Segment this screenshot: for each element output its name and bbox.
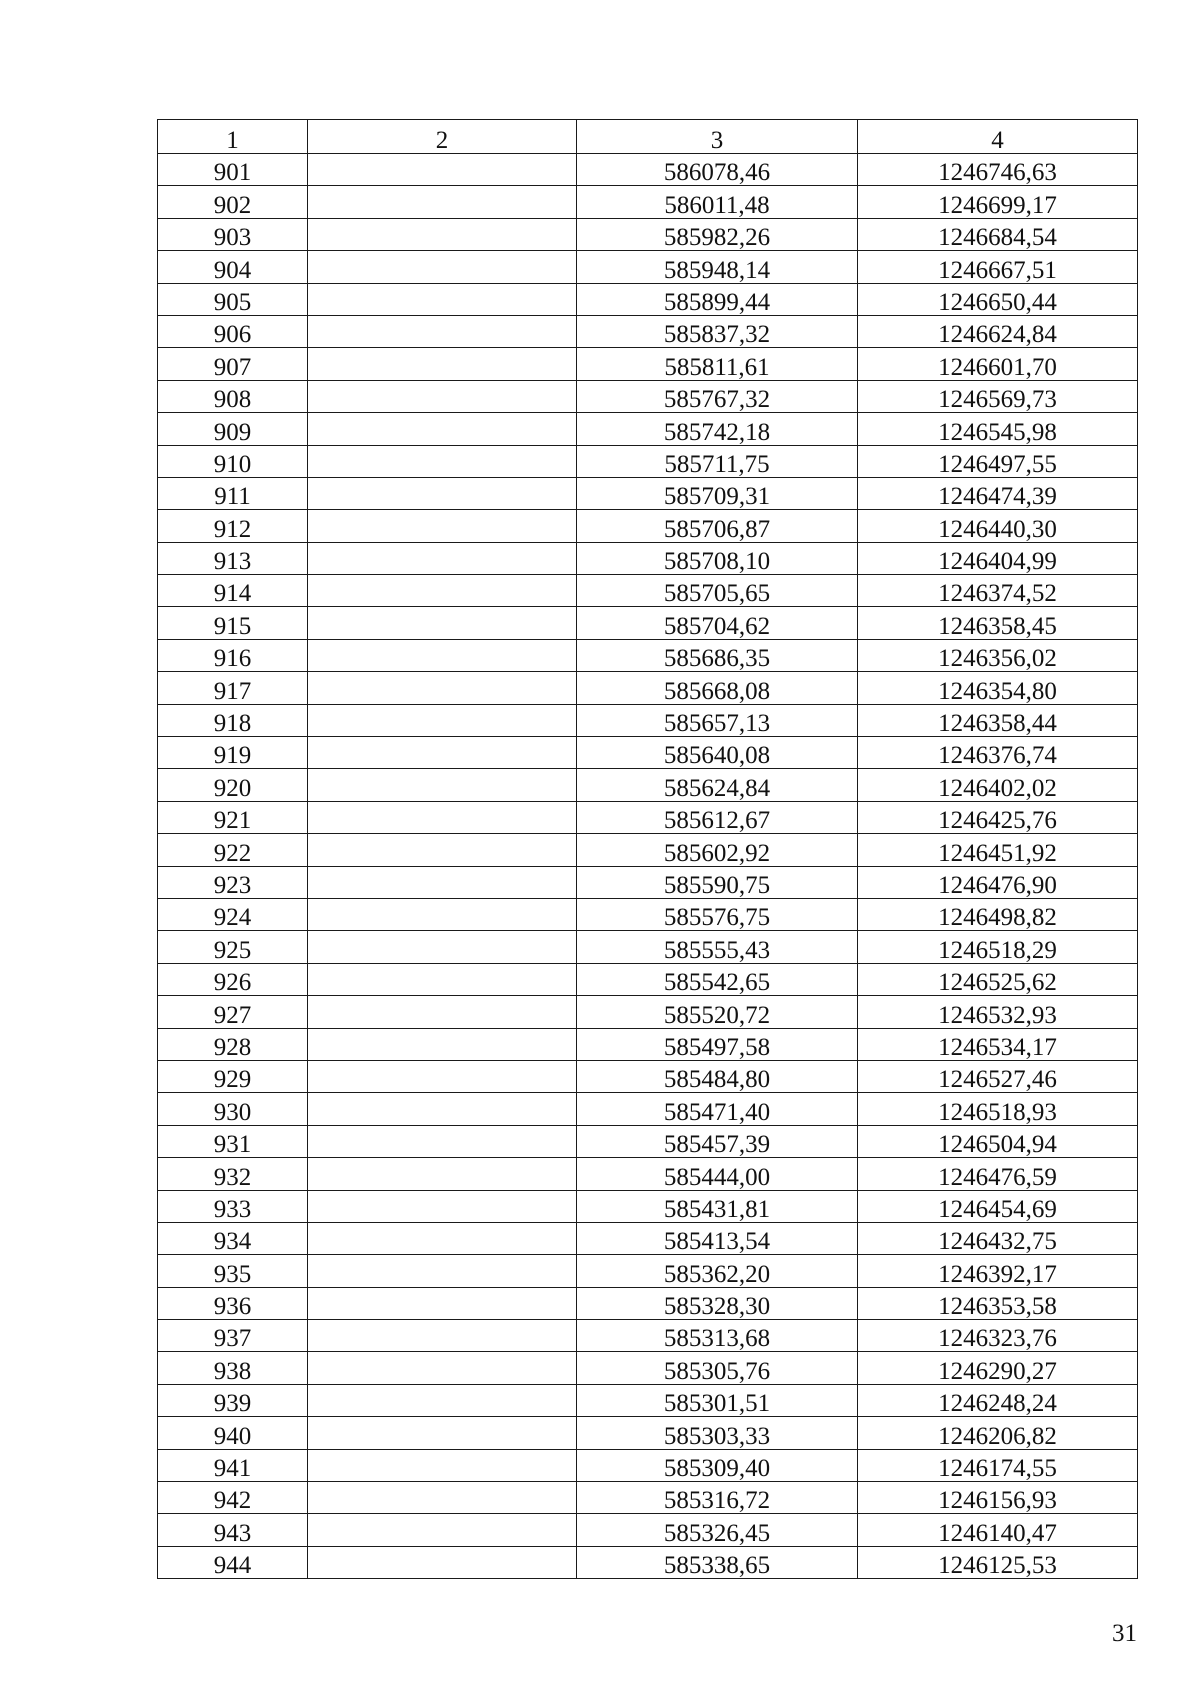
blank-cell	[308, 1514, 577, 1546]
y-coordinate-cell: 1246746,63	[858, 154, 1138, 186]
y-coordinate-cell: 1246476,90	[858, 866, 1138, 898]
blank-cell	[308, 251, 577, 283]
y-coordinate-cell: 1246650,44	[858, 283, 1138, 315]
table-row	[158, 1352, 1138, 1384]
point-number-cell: 909	[158, 413, 308, 445]
x-coordinate-cell: 585612,67	[577, 801, 858, 833]
table-row	[158, 996, 1138, 1028]
y-coordinate-cell: 1246699,17	[858, 186, 1138, 218]
blank-cell	[308, 704, 577, 736]
blank-cell	[308, 1287, 577, 1319]
point-number-cell: 920	[158, 769, 308, 801]
x-coordinate-cell: 586011,48	[577, 186, 858, 218]
y-coordinate-cell: 1246402,02	[858, 769, 1138, 801]
table-row	[158, 639, 1138, 671]
x-coordinate-cell: 585326,45	[577, 1514, 858, 1546]
point-number-cell: 940	[158, 1417, 308, 1449]
y-coordinate-cell: 1246667,51	[858, 251, 1138, 283]
point-number-cell: 903	[158, 218, 308, 250]
x-coordinate-cell: 585590,75	[577, 866, 858, 898]
y-coordinate-cell: 1246534,17	[858, 1028, 1138, 1060]
blank-cell	[308, 218, 577, 250]
header-col-3: 3	[577, 120, 858, 154]
table-row	[158, 931, 1138, 963]
table-row	[158, 1255, 1138, 1287]
y-coordinate-cell: 1246358,44	[858, 704, 1138, 736]
table-row	[158, 1417, 1138, 1449]
y-coordinate-cell: 1246684,54	[858, 218, 1138, 250]
header-col-2: 2	[308, 120, 577, 154]
point-number-cell: 912	[158, 510, 308, 542]
table-row	[158, 704, 1138, 736]
table-row	[158, 607, 1138, 639]
table-row	[158, 1384, 1138, 1416]
y-coordinate-cell: 1246432,75	[858, 1222, 1138, 1254]
blank-cell	[308, 1060, 577, 1092]
x-coordinate-cell: 585982,26	[577, 218, 858, 250]
table-row	[158, 898, 1138, 930]
point-number-cell: 921	[158, 801, 308, 833]
blank-cell	[308, 769, 577, 801]
y-coordinate-cell: 1246290,27	[858, 1352, 1138, 1384]
table-row	[158, 542, 1138, 574]
table-row	[158, 769, 1138, 801]
x-coordinate-cell: 585305,76	[577, 1352, 858, 1384]
y-coordinate-cell: 1246440,30	[858, 510, 1138, 542]
blank-cell	[308, 477, 577, 509]
point-number-cell: 930	[158, 1093, 308, 1125]
y-coordinate-cell: 1246174,55	[858, 1449, 1138, 1481]
y-coordinate-cell: 1246156,93	[858, 1482, 1138, 1514]
x-coordinate-cell: 585767,32	[577, 380, 858, 412]
y-coordinate-cell: 1246504,94	[858, 1125, 1138, 1157]
blank-cell	[308, 866, 577, 898]
table-row	[158, 1222, 1138, 1254]
point-number-cell: 904	[158, 251, 308, 283]
blank-cell	[308, 1158, 577, 1190]
blank-cell	[308, 737, 577, 769]
point-number-cell: 925	[158, 931, 308, 963]
blank-cell	[308, 639, 577, 671]
blank-cell	[308, 315, 577, 347]
y-coordinate-cell: 1246518,29	[858, 931, 1138, 963]
y-coordinate-cell: 1246425,76	[858, 801, 1138, 833]
table-row	[158, 1158, 1138, 1190]
table-row	[158, 1546, 1138, 1578]
x-coordinate-cell: 585413,54	[577, 1222, 858, 1254]
y-coordinate-cell: 1246323,76	[858, 1320, 1138, 1352]
table-row	[158, 283, 1138, 315]
point-number-cell: 924	[158, 898, 308, 930]
blank-cell	[308, 1028, 577, 1060]
table-row	[158, 1060, 1138, 1092]
x-coordinate-cell: 585837,32	[577, 315, 858, 347]
table-row	[158, 801, 1138, 833]
table-row	[158, 477, 1138, 509]
point-number-cell: 915	[158, 607, 308, 639]
x-coordinate-cell: 585576,75	[577, 898, 858, 930]
point-number-cell: 929	[158, 1060, 308, 1092]
x-coordinate-cell: 585316,72	[577, 1482, 858, 1514]
point-number-cell: 917	[158, 672, 308, 704]
table-row	[158, 1320, 1138, 1352]
point-number-cell: 910	[158, 445, 308, 477]
y-coordinate-cell: 1246206,82	[858, 1417, 1138, 1449]
point-number-cell: 938	[158, 1352, 308, 1384]
x-coordinate-cell: 585444,00	[577, 1158, 858, 1190]
y-coordinate-cell: 1246545,98	[858, 413, 1138, 445]
point-number-cell: 941	[158, 1449, 308, 1481]
blank-cell	[308, 445, 577, 477]
blank-cell	[308, 834, 577, 866]
x-coordinate-cell: 585471,40	[577, 1093, 858, 1125]
point-number-cell: 918	[158, 704, 308, 736]
x-coordinate-cell: 585948,14	[577, 251, 858, 283]
blank-cell	[308, 1417, 577, 1449]
y-coordinate-cell: 1246451,92	[858, 834, 1138, 866]
y-coordinate-cell: 1246353,58	[858, 1287, 1138, 1319]
blank-cell	[308, 1546, 577, 1578]
blank-cell	[308, 1190, 577, 1222]
blank-cell	[308, 607, 577, 639]
y-coordinate-cell: 1246356,02	[858, 639, 1138, 671]
x-coordinate-cell: 585457,39	[577, 1125, 858, 1157]
point-number-cell: 933	[158, 1190, 308, 1222]
blank-cell	[308, 898, 577, 930]
table-row	[158, 154, 1138, 186]
blank-cell	[308, 283, 577, 315]
blank-cell	[308, 801, 577, 833]
y-coordinate-cell: 1246518,93	[858, 1093, 1138, 1125]
blank-cell	[308, 996, 577, 1028]
point-number-cell: 906	[158, 315, 308, 347]
blank-cell	[308, 1222, 577, 1254]
x-coordinate-cell: 585624,84	[577, 769, 858, 801]
y-coordinate-cell: 1246498,82	[858, 898, 1138, 930]
table-body	[158, 154, 1138, 1579]
blank-cell	[308, 542, 577, 574]
blank-cell	[308, 931, 577, 963]
blank-cell	[308, 1482, 577, 1514]
x-coordinate-cell: 585484,80	[577, 1060, 858, 1092]
y-coordinate-cell: 1246527,46	[858, 1060, 1138, 1092]
blank-cell	[308, 1093, 577, 1125]
y-coordinate-cell: 1246601,70	[858, 348, 1138, 380]
point-number-cell: 908	[158, 380, 308, 412]
x-coordinate-cell: 585705,65	[577, 575, 858, 607]
point-number-cell: 913	[158, 542, 308, 574]
blank-cell	[308, 1352, 577, 1384]
point-number-cell: 932	[158, 1158, 308, 1190]
blank-cell	[308, 1255, 577, 1287]
x-coordinate-cell: 585328,30	[577, 1287, 858, 1319]
x-coordinate-cell: 585555,43	[577, 931, 858, 963]
coordinates-table	[157, 119, 1138, 1579]
y-coordinate-cell: 1246392,17	[858, 1255, 1138, 1287]
point-number-cell: 926	[158, 963, 308, 995]
table-row	[158, 1028, 1138, 1060]
blank-cell	[308, 1384, 577, 1416]
point-number-cell: 944	[158, 1546, 308, 1578]
x-coordinate-cell: 585497,58	[577, 1028, 858, 1060]
table-header	[158, 120, 1138, 154]
x-coordinate-cell: 585811,61	[577, 348, 858, 380]
y-coordinate-cell: 1246454,69	[858, 1190, 1138, 1222]
x-coordinate-cell: 585686,35	[577, 639, 858, 671]
x-coordinate-cell: 585711,75	[577, 445, 858, 477]
table-row	[158, 186, 1138, 218]
header-col-4: 4	[858, 120, 1138, 154]
point-number-cell: 901	[158, 154, 308, 186]
x-coordinate-cell: 586078,46	[577, 154, 858, 186]
point-number-cell: 931	[158, 1125, 308, 1157]
x-coordinate-cell: 585657,13	[577, 704, 858, 736]
table-row	[158, 1190, 1138, 1222]
y-coordinate-cell: 1246376,74	[858, 737, 1138, 769]
x-coordinate-cell: 585303,33	[577, 1417, 858, 1449]
y-coordinate-cell: 1246404,99	[858, 542, 1138, 574]
y-coordinate-cell: 1246624,84	[858, 315, 1138, 347]
blank-cell	[308, 380, 577, 412]
point-number-cell: 919	[158, 737, 308, 769]
x-coordinate-cell: 585706,87	[577, 510, 858, 542]
x-coordinate-cell: 585742,18	[577, 413, 858, 445]
y-coordinate-cell: 1246125,53	[858, 1546, 1138, 1578]
y-coordinate-cell: 1246525,62	[858, 963, 1138, 995]
y-coordinate-cell: 1246476,59	[858, 1158, 1138, 1190]
x-coordinate-cell: 585362,20	[577, 1255, 858, 1287]
table-row	[158, 445, 1138, 477]
table-row	[158, 1287, 1138, 1319]
x-coordinate-cell: 585338,65	[577, 1546, 858, 1578]
blank-cell	[308, 413, 577, 445]
point-number-cell: 911	[158, 477, 308, 509]
table-row	[158, 218, 1138, 250]
x-coordinate-cell: 585704,62	[577, 607, 858, 639]
table-row	[158, 672, 1138, 704]
point-number-cell: 907	[158, 348, 308, 380]
table-row	[158, 1514, 1138, 1546]
y-coordinate-cell: 1246474,39	[858, 477, 1138, 509]
y-coordinate-cell: 1246248,24	[858, 1384, 1138, 1416]
point-number-cell: 928	[158, 1028, 308, 1060]
point-number-cell: 942	[158, 1482, 308, 1514]
x-coordinate-cell: 585602,92	[577, 834, 858, 866]
table-row	[158, 1482, 1138, 1514]
point-number-cell: 939	[158, 1384, 308, 1416]
table-row	[158, 380, 1138, 412]
point-number-cell: 905	[158, 283, 308, 315]
x-coordinate-cell: 585520,72	[577, 996, 858, 1028]
blank-cell	[308, 672, 577, 704]
table-row	[158, 1125, 1138, 1157]
page-number: 31	[1112, 1620, 1137, 1647]
point-number-cell: 902	[158, 186, 308, 218]
y-coordinate-cell: 1246358,45	[858, 607, 1138, 639]
x-coordinate-cell: 585313,68	[577, 1320, 858, 1352]
table-row	[158, 963, 1138, 995]
table-row	[158, 348, 1138, 380]
table-row	[158, 834, 1138, 866]
x-coordinate-cell: 585542,65	[577, 963, 858, 995]
point-number-cell: 943	[158, 1514, 308, 1546]
blank-cell	[308, 1125, 577, 1157]
x-coordinate-cell: 585309,40	[577, 1449, 858, 1481]
table-row	[158, 1449, 1138, 1481]
header-col-1: 1	[158, 120, 308, 154]
blank-cell	[308, 186, 577, 218]
x-coordinate-cell: 585431,81	[577, 1190, 858, 1222]
table-row	[158, 315, 1138, 347]
point-number-cell: 927	[158, 996, 308, 1028]
x-coordinate-cell: 585899,44	[577, 283, 858, 315]
y-coordinate-cell: 1246569,73	[858, 380, 1138, 412]
y-coordinate-cell: 1246140,47	[858, 1514, 1138, 1546]
table-row	[158, 737, 1138, 769]
x-coordinate-cell: 585708,10	[577, 542, 858, 574]
point-number-cell: 916	[158, 639, 308, 671]
y-coordinate-cell: 1246354,80	[858, 672, 1138, 704]
table-row	[158, 251, 1138, 283]
y-coordinate-cell: 1246532,93	[858, 996, 1138, 1028]
table-row	[158, 575, 1138, 607]
point-number-cell: 934	[158, 1222, 308, 1254]
y-coordinate-cell: 1246497,55	[858, 445, 1138, 477]
x-coordinate-cell: 585709,31	[577, 477, 858, 509]
blank-cell	[308, 963, 577, 995]
y-coordinate-cell: 1246374,52	[858, 575, 1138, 607]
point-number-cell: 935	[158, 1255, 308, 1287]
blank-cell	[308, 1449, 577, 1481]
table-row	[158, 1093, 1138, 1125]
point-number-cell: 936	[158, 1287, 308, 1319]
table-row	[158, 510, 1138, 542]
point-number-cell: 937	[158, 1320, 308, 1352]
point-number-cell: 914	[158, 575, 308, 607]
blank-cell	[308, 1320, 577, 1352]
table-row	[158, 413, 1138, 445]
x-coordinate-cell: 585301,51	[577, 1384, 858, 1416]
header-row	[158, 120, 1138, 154]
table-row	[158, 866, 1138, 898]
x-coordinate-cell: 585668,08	[577, 672, 858, 704]
blank-cell	[308, 348, 577, 380]
x-coordinate-cell: 585640,08	[577, 737, 858, 769]
blank-cell	[308, 575, 577, 607]
blank-cell	[308, 154, 577, 186]
point-number-cell: 922	[158, 834, 308, 866]
blank-cell	[308, 510, 577, 542]
point-number-cell: 923	[158, 866, 308, 898]
